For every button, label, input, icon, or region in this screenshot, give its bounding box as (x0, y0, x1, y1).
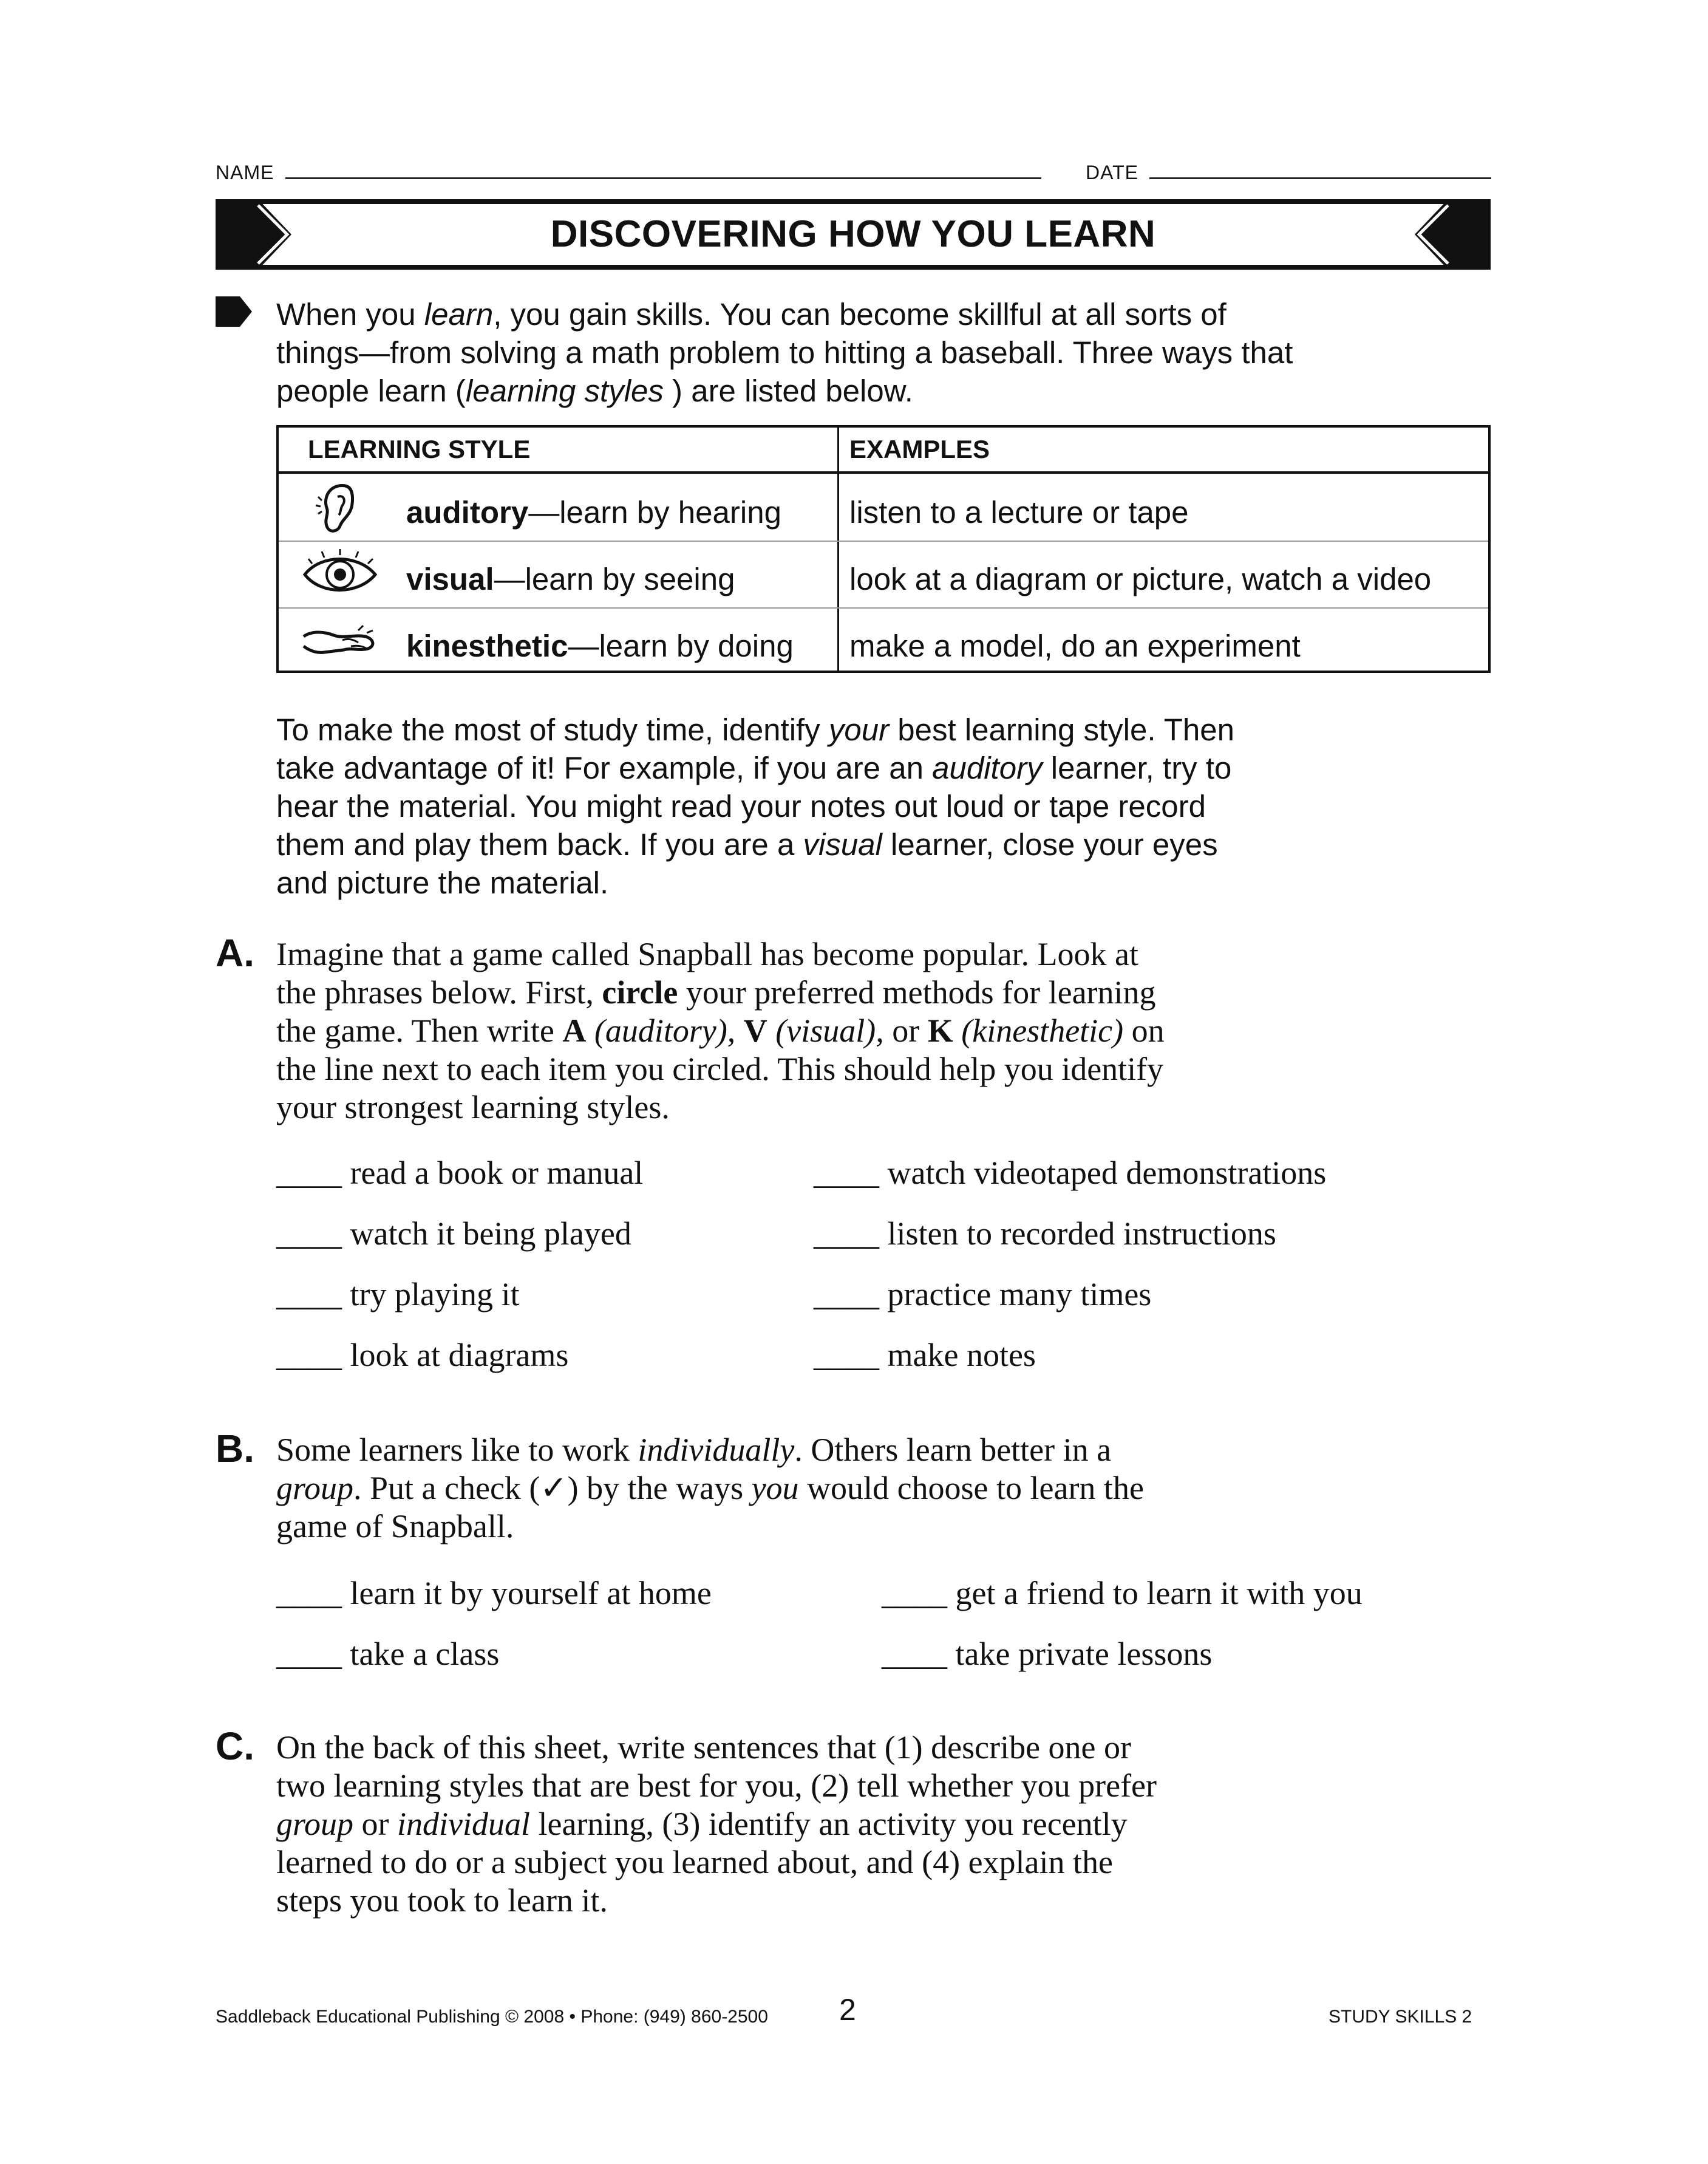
style-example: listen to a lecture or tape (849, 495, 1189, 530)
list-item[interactable]: ____ practice many times (814, 1276, 1152, 1312)
style-name: visual (406, 562, 494, 596)
list-item[interactable]: ____ listen to recorded instructions (814, 1215, 1276, 1252)
eye-icon (300, 545, 379, 604)
style-desc: —learn by seeing (494, 562, 735, 596)
list-item[interactable]: ____ take private lessons (882, 1636, 1213, 1672)
intro-paragraph: When you learn, you gain skills. You can become skillful at all sorts of things—from solving a math problem to hitting a baseball. Three ways that people learn (learning styles ) are listed below. (276, 297, 1293, 408)
style-desc: —learn by hearing (528, 495, 781, 530)
section-b-letter: B. (216, 1427, 254, 1470)
table-row (279, 541, 1488, 609)
list-item[interactable]: ____ watch it being played (276, 1215, 631, 1252)
bullet-arrow-icon (216, 296, 253, 327)
table-row (279, 474, 1488, 542)
title-banner (216, 199, 1491, 270)
date-label: DATE (1086, 162, 1138, 183)
list-item[interactable]: ____ make notes (814, 1337, 1036, 1373)
date-line[interactable] (1149, 177, 1491, 179)
page-number: 2 (839, 1993, 856, 2027)
learning-style-table (276, 425, 1491, 673)
table-header-row (279, 428, 1488, 474)
table-row (279, 607, 1488, 674)
section-a-letter: A. (216, 931, 254, 975)
style-name: auditory (406, 495, 529, 530)
list-item[interactable]: ____ read a book or manual (276, 1155, 644, 1191)
section-c-instructions: On the back of this sheet, write sentences that (1) describe one or two learning styles that are best for you, (2) tell whether you prefer group or individual learning, (3) identify an activity you recently learned to do or a subject you learned about, and (4) explain the steps you took to learn it. (276, 1729, 1157, 1919)
style-name: kinesthetic (406, 629, 568, 663)
hand-icon (300, 612, 379, 671)
col-header-style: LEARNING STYLE (308, 435, 531, 463)
style-desc: —learn by doing (568, 629, 794, 663)
ear-icon (300, 479, 379, 537)
list-item[interactable]: ____ watch videotaped demonstrations (814, 1155, 1327, 1191)
list-item[interactable]: ____ get a friend to learn it with you (882, 1575, 1363, 1611)
col-header-examples: EXAMPLES (849, 435, 990, 463)
style-example: make a model, do an experiment (849, 629, 1301, 663)
footer-publisher: Saddleback Educational Publishing © 2008 • Phone: (949) 860-2500 (216, 2007, 768, 2027)
list-item[interactable]: ____ learn it by yourself at home (276, 1575, 712, 1611)
name-line[interactable] (285, 177, 1041, 179)
section-b-instructions: Some learners like to work individually. Others learn better in a group. Put a check (✓) by the ways you would choose to learn the game of Snapball. (276, 1432, 1144, 1544)
style-example: look at a diagram or picture, watch a video (849, 562, 1432, 596)
tips-paragraph: To make the most of study time, identify your best learning style. Then take advantage of it! For example, if you are an auditory learner, try to hear the material. You might read your notes out loud or tape record them and play them back. If you are a visual learner, close your eyes and picture the material. (276, 712, 1235, 900)
list-item[interactable]: ____ try playing it (276, 1276, 520, 1312)
name-label: NAME (216, 162, 274, 183)
page-title: DISCOVERING HOW YOU LEARN (550, 213, 1156, 255)
section-a-instructions: Imagine that a game called Snapball has become popular. Look at the phrases below. First, circle your preferred methods for learning the game. Then write A (auditory), V (visual), or K (kinesthetic) on the line next to each item you circled. This should help you identify your strongest learning styles. (276, 936, 1165, 1125)
footer-series: STUDY SKILLS 2 (1329, 2007, 1472, 2027)
section-c-letter: C. (216, 1724, 254, 1768)
list-item[interactable]: ____ take a class (276, 1636, 500, 1672)
list-item[interactable]: ____ look at diagrams (276, 1337, 569, 1373)
